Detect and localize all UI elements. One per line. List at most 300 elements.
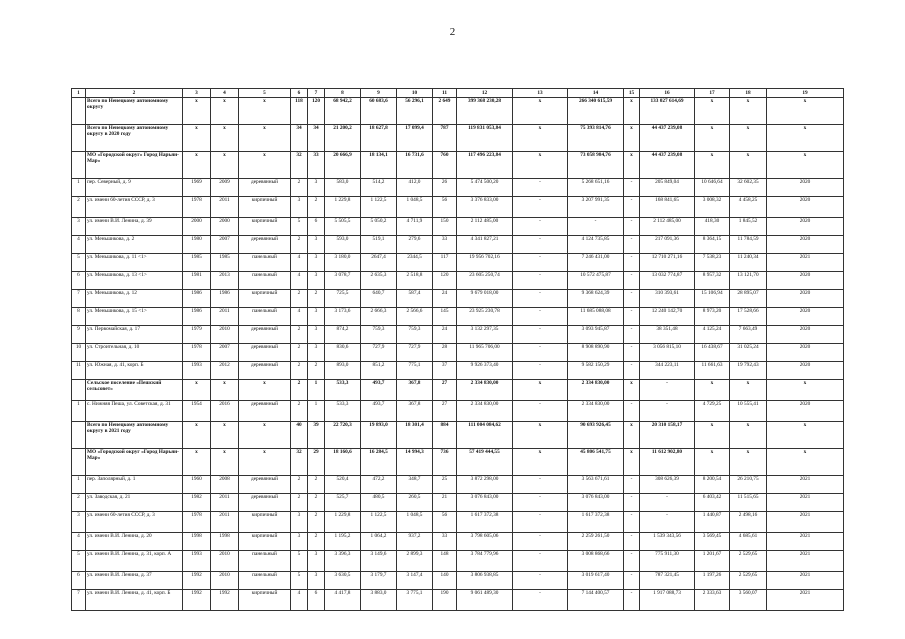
table-cell: 44 437 239,08 — [640, 125, 695, 152]
table-cell: 2 112 485,00 — [640, 218, 695, 236]
table-cell: 2 334 830,00 — [457, 380, 513, 401]
table-cell: кирпичный — [239, 218, 291, 236]
table-cell: панельный — [239, 308, 291, 326]
table-cell: 2 498,16 — [730, 512, 767, 533]
address-cell: ул. имени В.И. Ленина, д. 20 — [86, 533, 183, 551]
table-cell: 111 004 084,62 — [457, 422, 513, 449]
address-cell: ул. Первомайская, д. 17 — [86, 326, 183, 344]
table-cell: кирпичный — [239, 512, 291, 533]
table-cell: 1 229,8 — [325, 197, 361, 218]
table-cell: 17 099,4 — [397, 125, 433, 152]
table-cell: x — [624, 422, 640, 449]
table-cell: 1 — [72, 401, 86, 422]
address-cell: пер. Северный, д. 9 — [86, 179, 183, 197]
table-cell: 2020 — [767, 272, 844, 290]
table-cell: - — [624, 572, 640, 590]
table-cell: 884 — [433, 422, 457, 449]
table-cell: 4 125,24 — [695, 326, 730, 344]
table-cell: 1986 — [211, 290, 239, 308]
address-cell: ул. имени 60-летия СССР, д. 3 — [86, 197, 183, 218]
table-cell: 21 — [433, 494, 457, 512]
column-number-cell: 14 — [568, 89, 624, 98]
table-cell: - — [513, 551, 568, 572]
table-cell: 1993 — [183, 551, 211, 572]
table-cell: 2020 — [767, 197, 844, 218]
table-cell: панельный — [239, 272, 291, 290]
table-cell: 11 612 902,80 — [640, 449, 695, 476]
address-cell: Всего по Ненецкому автономному округу в 2021 году — [86, 422, 183, 449]
table-cell: x — [767, 98, 844, 125]
table-cell: - — [513, 344, 568, 362]
table-cell: - — [624, 401, 640, 422]
table-cell: x — [239, 125, 291, 152]
table-cell: 3 132 297,35 — [457, 326, 513, 344]
table-cell: 2020 — [767, 326, 844, 344]
table-cell: 4 — [291, 590, 308, 611]
table-cell: 2 — [308, 197, 325, 218]
table-cell: 3 179,7 — [361, 572, 397, 590]
table-summary-row — [72, 380, 844, 401]
table-cell: 10 572 475,87 — [568, 272, 624, 290]
table-cell: 1982 — [183, 494, 211, 512]
table-cell: 310 393,61 — [640, 290, 695, 308]
table-cell: 120 — [308, 98, 325, 125]
table-cell: x — [767, 125, 844, 152]
table-cell: 2010 — [211, 326, 239, 344]
table-cell: 4 124 735,85 — [568, 236, 624, 254]
table-cell: 2 334 830,00 — [457, 401, 513, 422]
table-cell: 8 — [72, 308, 86, 326]
table-cell: 3 — [291, 533, 308, 551]
table-cell: 519,1 — [361, 236, 397, 254]
housing-table — [71, 88, 844, 611]
table-cell: 4 729,25 — [695, 401, 730, 422]
table-cell: 150 — [433, 218, 457, 236]
table-cell: 2 — [308, 494, 325, 512]
address-cell: ул. имени В.И. Ленина, д. 39 — [86, 218, 183, 236]
table-cell: 2008 — [211, 476, 239, 494]
table-cell: 480,5 — [361, 494, 397, 512]
table-row — [72, 272, 844, 290]
table-cell: 736 — [433, 449, 457, 476]
table-cell: - — [624, 179, 640, 197]
table-cell: 18 627,8 — [361, 125, 397, 152]
table-cell: x — [695, 380, 730, 401]
table-cell: 19 956 702,16 — [457, 254, 513, 272]
address-cell: Всего по Ненецкому автономному округу — [86, 98, 183, 125]
table-cell: 8 973,20 — [695, 308, 730, 326]
column-number-cell: 18 — [730, 89, 767, 98]
table-cell: 1 201,67 — [695, 551, 730, 572]
table-cell: x — [767, 380, 844, 401]
table-cell: 10 555,41 — [730, 401, 767, 422]
table-cell: 3 376 833,00 — [457, 197, 513, 218]
table-cell: 3 — [308, 344, 325, 362]
table-row — [72, 326, 844, 344]
column-number-cell: 5 — [239, 89, 291, 98]
table-cell: x — [239, 422, 291, 449]
table-cell: 7 246 431,00 — [568, 254, 624, 272]
table-cell: 3 207 991,35 — [568, 197, 624, 218]
table-cell: 3 — [308, 326, 325, 344]
column-number-cell: 8 — [325, 89, 361, 98]
table-cell: 120 — [433, 272, 457, 290]
table-cell: 367,8 — [397, 401, 433, 422]
table-cell: 5 — [291, 572, 308, 590]
table-summary-row — [72, 422, 844, 449]
table-row — [72, 590, 844, 611]
table-cell: x — [695, 98, 730, 125]
table-cell: 11 661,63 — [695, 362, 730, 380]
table-cell: 11 515,65 — [730, 494, 767, 512]
table-cell: x — [183, 125, 211, 152]
table-cell: 32 602,35 — [730, 179, 767, 197]
table-cell: x — [211, 380, 239, 401]
table-cell: 1 539 343,56 — [640, 533, 695, 551]
table-cell: 24 — [433, 290, 457, 308]
table-cell: - — [624, 362, 640, 380]
table-cell: 2 — [291, 326, 308, 344]
table-cell: 23 605 250,74 — [457, 272, 513, 290]
table-cell: 2 — [291, 362, 308, 380]
table-cell: 17 528,66 — [730, 308, 767, 326]
table-cell: - — [624, 308, 640, 326]
table-cell: 874,2 — [325, 326, 361, 344]
table-cell: x — [730, 125, 767, 152]
table-cell: 2 529,65 — [730, 572, 767, 590]
table-cell: 2000 — [211, 218, 239, 236]
table-row — [72, 218, 844, 236]
address-cell: ул. Меньшикова, д. 12 — [86, 290, 183, 308]
table-cell: 2344,5 — [397, 254, 433, 272]
table-cell: 13 032 774,87 — [640, 272, 695, 290]
table-cell: 2021 — [767, 551, 844, 572]
table-cell: - — [624, 236, 640, 254]
table-cell: 217 091,36 — [640, 236, 695, 254]
table-cell: 133 027 614,69 — [640, 98, 695, 125]
table-cell: кирпичный — [239, 290, 291, 308]
table-cell: - — [624, 476, 640, 494]
table-cell: 3 — [72, 512, 86, 533]
table-cell: 60 683,6 — [361, 98, 397, 125]
table-cell: x — [211, 98, 239, 125]
table-cell: 3 630,5 — [325, 572, 361, 590]
table-cell: 29 — [308, 449, 325, 476]
table-cell: - — [513, 326, 568, 344]
table-cell: кирпичный — [239, 533, 291, 551]
table-cell: - — [513, 494, 568, 512]
table-cell: 7 538,23 — [695, 254, 730, 272]
column-number-cell: 17 — [695, 89, 730, 98]
table-cell: 9 — [72, 326, 86, 344]
table-cell: 587,4 — [397, 290, 433, 308]
table-cell: 1 229,8 — [325, 512, 361, 533]
table-cell: 3 560,07 — [730, 590, 767, 611]
table-cell: 4 417,8 — [325, 590, 361, 611]
table-cell: 1 — [72, 179, 86, 197]
address-cell: МО «Городской округ» Город Нарьян-Мар» — [86, 152, 183, 179]
table-cell: 2011 — [211, 512, 239, 533]
table-cell: 8 200,54 — [695, 476, 730, 494]
table-cell: x — [513, 152, 568, 179]
table-cell: 2647,4 — [361, 254, 397, 272]
table-cell: 2021 — [767, 533, 844, 551]
table-cell: x — [211, 422, 239, 449]
table-cell: 3 078,7 — [325, 272, 361, 290]
table-cell: 3 149,6 — [361, 551, 397, 572]
table-cell: 3 173,6 — [325, 308, 361, 326]
table-cell: 3 — [308, 236, 325, 254]
table-cell: 2 — [308, 476, 325, 494]
column-number-cell: 6 — [291, 89, 308, 98]
table-cell: 4 685,61 — [730, 533, 767, 551]
table-cell: x — [767, 449, 844, 476]
table-cell: 9 061 489,30 — [457, 590, 513, 611]
column-number-cell: 4 — [211, 89, 239, 98]
table-cell: 190 — [433, 590, 457, 611]
table-cell: 493,7 — [361, 401, 397, 422]
table-cell: 2 — [291, 476, 308, 494]
table-cell: 1 617 372,38 — [568, 512, 624, 533]
table-cell: 140 — [433, 572, 457, 590]
table-cell: - — [513, 512, 568, 533]
table-cell: 4 — [291, 254, 308, 272]
table-cell: 12 710 271,16 — [640, 254, 695, 272]
address-cell: ул. Южная, д. 41, корп. Б — [86, 362, 183, 380]
table-cell: x — [624, 380, 640, 401]
table-cell: - — [640, 512, 695, 533]
table-cell: 4 — [72, 236, 86, 254]
table-summary-row — [72, 449, 844, 476]
table-cell: 16 438,67 — [695, 344, 730, 362]
table-cell: 775,1 — [397, 362, 433, 380]
table-cell: 2020 — [767, 179, 844, 197]
table-cell: 28 — [433, 344, 457, 362]
table-cell: 1 — [72, 476, 86, 494]
table-cell: 45 806 541,75 — [568, 449, 624, 476]
table-cell — [72, 422, 86, 449]
column-number-cell: 2 — [86, 89, 183, 98]
address-cell: ул. имени 60-летия СССР, д. 3 — [86, 512, 183, 533]
table-cell: 367,8 — [397, 380, 433, 401]
table-cell: 412,0 — [397, 179, 433, 197]
table-cell: 3 147,4 — [397, 572, 433, 590]
table-cell: 205 849,04 — [640, 179, 695, 197]
table-row — [72, 572, 844, 590]
table-cell: 2 — [291, 236, 308, 254]
table-cell: 3 — [308, 272, 325, 290]
table-cell: 418,30 — [695, 218, 730, 236]
column-number-cell: 9 — [361, 89, 397, 98]
table-cell: 34 — [291, 125, 308, 152]
table-cell: 2021 — [767, 590, 844, 611]
table-cell: 33 — [433, 236, 457, 254]
table-cell: 3 775,1 — [397, 590, 433, 611]
table-cell: 32 — [291, 449, 308, 476]
table-row — [72, 197, 844, 218]
table-cell: 8 908 890,90 — [568, 344, 624, 362]
table-cell: 1 048,5 — [397, 197, 433, 218]
table-cell: 2 518,8 — [397, 272, 433, 290]
table-cell: деревянный — [239, 362, 291, 380]
table-cell: x — [767, 422, 844, 449]
table-cell: 2 — [291, 401, 308, 422]
table-cell: 3 076 843,00 — [457, 494, 513, 512]
table-cell: x — [239, 449, 291, 476]
table-cell: деревянный — [239, 476, 291, 494]
table-cell: 2 — [291, 380, 308, 401]
table-cell: 2 — [308, 290, 325, 308]
table-summary-row — [72, 125, 844, 152]
table-cell: 16 731,6 — [397, 152, 433, 179]
table-cell: x — [730, 449, 767, 476]
table-cell: 2020 — [767, 401, 844, 422]
table-cell: 2021 — [767, 572, 844, 590]
table-cell: 75 393 814,76 — [568, 125, 624, 152]
table-cell: x — [730, 152, 767, 179]
table-cell: 4 341 827,21 — [457, 236, 513, 254]
table-cell: 28 895,07 — [730, 290, 767, 308]
table-cell: 1998 — [183, 533, 211, 551]
table-cell: 2020 — [767, 290, 844, 308]
table-cell: 1993 — [183, 362, 211, 380]
table-cell: 1 917 088,73 — [640, 590, 695, 611]
table-cell: 3 — [308, 254, 325, 272]
table-cell: 19 893,0 — [361, 422, 397, 449]
table-cell: 2010 — [211, 572, 239, 590]
table-cell: 119 831 053,84 — [457, 125, 513, 152]
table-cell: 2 649 — [433, 98, 457, 125]
table-cell: 57 419 444,55 — [457, 449, 513, 476]
table-cell: 25 — [433, 476, 457, 494]
column-number-cell: 12 — [457, 89, 513, 98]
table-cell: 3 093 945,87 — [568, 326, 624, 344]
table-cell: 2000 — [183, 218, 211, 236]
table-cell: 14 994,3 — [397, 449, 433, 476]
table-cell: 2011 — [211, 494, 239, 512]
table-cell: 3 056 815,10 — [640, 344, 695, 362]
table-cell: 2021 — [767, 494, 844, 512]
table-cell: 3 872 298,00 — [457, 476, 513, 494]
table-cell: 3 883,0 — [361, 590, 397, 611]
table-cell: 15 106,94 — [695, 290, 730, 308]
table-cell: 640,7 — [361, 290, 397, 308]
table-cell: 27 — [433, 380, 457, 401]
table-cell: 117 496 223,84 — [457, 152, 513, 179]
table-cell: x — [239, 98, 291, 125]
table-cell: x — [624, 449, 640, 476]
table-cell: 787 — [433, 125, 457, 152]
table-cell: 6 — [308, 590, 325, 611]
table-cell: x — [239, 152, 291, 179]
table-cell: 4 — [72, 533, 86, 551]
table-cell: 2 — [291, 290, 308, 308]
table-summary-row — [72, 152, 844, 179]
table-cell: 2012 — [211, 362, 239, 380]
table-cell: - — [624, 494, 640, 512]
table-cell: 10 646,64 — [695, 179, 730, 197]
table-cell: 2020 — [767, 362, 844, 380]
table-cell: 3 — [308, 551, 325, 572]
table-cell: 2 — [308, 362, 325, 380]
table-cell: 16 284,5 — [361, 449, 397, 476]
table-cell: 1979 — [183, 326, 211, 344]
table-cell: - — [513, 590, 568, 611]
table-cell: x — [767, 152, 844, 179]
table-cell: 4 — [291, 272, 308, 290]
table-cell: деревянный — [239, 344, 291, 362]
table-cell: 3 784 779,96 — [457, 551, 513, 572]
table-cell: - — [513, 476, 568, 494]
table-cell: 34 — [308, 125, 325, 152]
table-cell: 725,5 — [325, 290, 361, 308]
table-cell: 73 058 984,76 — [568, 152, 624, 179]
address-cell: Всего по Ненецкому автономному округу в 2020 году — [86, 125, 183, 152]
address-cell: ул. имени В.И. Ленина, д. 37 — [86, 572, 183, 590]
table-cell: - — [624, 272, 640, 290]
table-cell: x — [513, 98, 568, 125]
table-cell: 533,3 — [325, 401, 361, 422]
table-cell: 20 310 158,17 — [640, 422, 695, 449]
table-cell: 1978 — [183, 344, 211, 362]
table-cell: кирпичный — [239, 197, 291, 218]
table-cell: 2007 — [211, 344, 239, 362]
table-cell: 2 — [291, 494, 308, 512]
column-number-row — [72, 89, 844, 98]
table-cell: 3 806 938,85 — [457, 572, 513, 590]
address-cell: ул. Меньшикова, д. 2 — [86, 236, 183, 254]
table-cell: 279,6 — [397, 236, 433, 254]
table-cell: 2 334 830,00 — [568, 401, 624, 422]
table-cell: 775 911,30 — [640, 551, 695, 572]
table-cell: 8 957,32 — [695, 272, 730, 290]
table-cell: 6 — [72, 572, 86, 590]
table-cell: x — [624, 152, 640, 179]
table-cell: 18 134,1 — [361, 152, 397, 179]
table-cell: x — [183, 380, 211, 401]
table-cell: - — [624, 533, 640, 551]
table-cell: панельный — [239, 551, 291, 572]
housing-table-container — [71, 88, 843, 611]
table-cell: 5 474 500,20 — [457, 179, 513, 197]
table-cell: 759,3 — [397, 326, 433, 344]
table-cell: 2021 — [767, 476, 844, 494]
table-cell: 8 364,15 — [695, 236, 730, 254]
table-cell: 1978 — [183, 512, 211, 533]
address-cell: ул. Меньшикова, д. 13 <1> — [86, 272, 183, 290]
table-cell: 148 — [433, 551, 457, 572]
table-cell: x — [211, 125, 239, 152]
table-cell: 3 798 605,06 — [457, 533, 513, 551]
table-cell — [72, 449, 86, 476]
table-cell: 2013 — [211, 272, 239, 290]
table-cell: x — [695, 422, 730, 449]
address-cell: ул. Строительная, д. 10 — [86, 344, 183, 362]
table-cell: - — [640, 494, 695, 512]
table-cell: 56 296,1 — [397, 98, 433, 125]
table-cell: 145 — [433, 308, 457, 326]
address-cell: ул. имени В.И. Ленина, д. 31, корп. А — [86, 551, 183, 572]
table-row — [72, 290, 844, 308]
table-cell: - — [513, 254, 568, 272]
table-cell: 2007 — [211, 236, 239, 254]
address-cell: пер. Заполярный, д. 1 — [86, 476, 183, 494]
table-cell: 18 160,6 — [325, 449, 361, 476]
table-cell: - — [624, 326, 640, 344]
table-cell: деревянный — [239, 494, 291, 512]
table-cell: x — [695, 152, 730, 179]
table-row — [72, 401, 844, 422]
